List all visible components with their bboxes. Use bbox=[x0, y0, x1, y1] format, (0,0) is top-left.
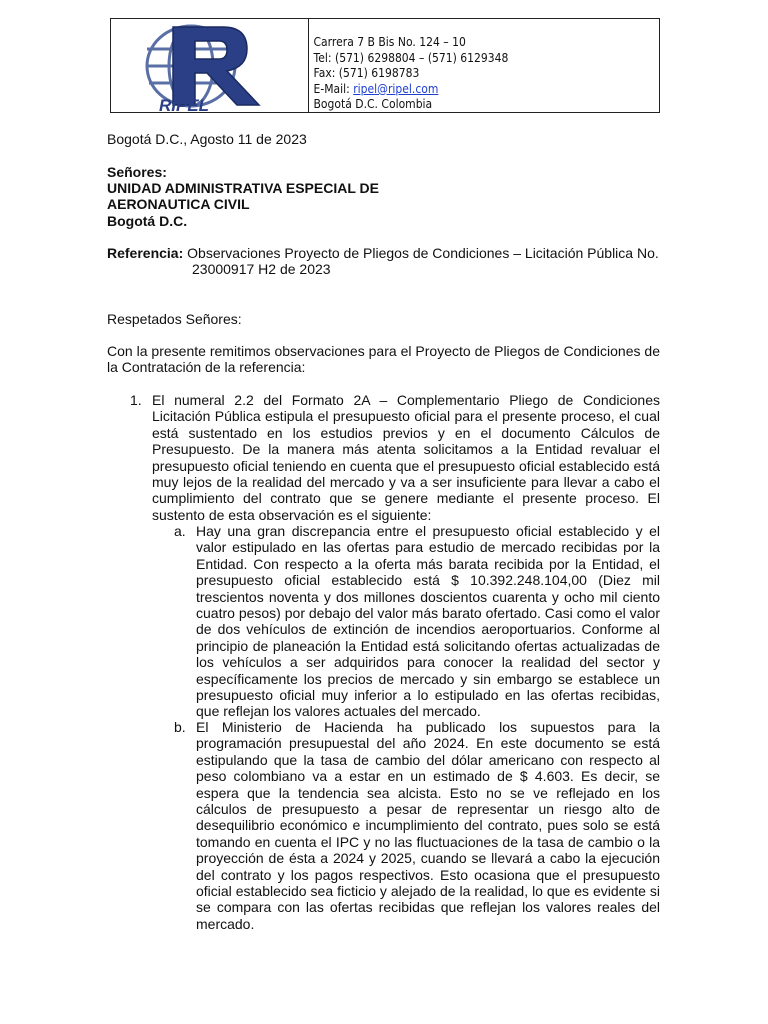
sub-list-mark: b. bbox=[174, 719, 186, 735]
sub-list-item bbox=[174, 719, 660, 932]
contact-info bbox=[309, 19, 624, 112]
list-number: 1. bbox=[130, 392, 142, 408]
sub-list-text: El Ministerio de Hacienda ha publicado los supuestos para la programación presupuestal del año 2024. En este documento se está estipulando que la tasa de cambio del dólar americano con respecto al peso colombiano va a estar en un estimado de $ 4.603. Es decir, se espera que la tendencia sea alcista. Esto no se ve reflejado en los cálculos de presupuesto a pesar de representar un riesgo alto de desequilibrio económico e incumplimiento del contrato, pues solo se está tomando en cuenta el IPC y no las fluctuaciones de la tasa de cambio o la proyección de ésta a 2024 y 2025, cuando se llevará a cabo la ejecución del contrato y los pagos respectivos. Esto ocasiona que el presupuesto oficial establecido sea ficticio y alejado de la realidad, lo que es evidente si se compara con las ofertas recibidas que reflejan los valores reales del mercado. bbox=[196, 719, 660, 932]
tel-line: Tel: (571) 6298804 – (571) 6129348 bbox=[313, 50, 509, 65]
greeting: Respetados Señores: bbox=[107, 311, 242, 327]
fax-line: Fax: (571) 6198783 bbox=[313, 66, 420, 81]
reference-text: Observaciones Proyecto de Pliegos de Condiciones – Licitación Pública No. bbox=[183, 245, 659, 261]
recipient-org-line2: AERONAUTICA CIVIL bbox=[107, 196, 250, 212]
intro-paragraph: Con la presente remitimos observaciones para el Proyecto de Pliegos de Condiciones de la Contratación de la referencia: bbox=[107, 343, 660, 376]
sub-list-text: Hay una gran discrepancia entre el presupuesto oficial establecido y el valor estipulado en las ofertas para estudio de mercado recibidas por la Entidad. Con respecto a la oferta más barata recibida por la Entidad, el presupuesto oficial establecido está $ 10.392.248.104,00 (Diez mil trescientos noventa y dos millones doscientos cuarenta y ocho mil ciento cuatro pesos) por debajo del valor más barato ofertado. Casi como el valor de dos vehículos de extinción de incendios aeroportuarios. Conforme al principio de planeación la Entidad está solicitando ofertas actualizadas de los vehículos a ser adquiridos para conocer la realidad del sector y específicamente los precios de mercado y sin embargo se establece un presupuesto oficial muy inferior a lo estipulado en las ofertas recibidas, que reflejan los valores actuales del mercado. bbox=[196, 523, 660, 720]
reference-label: Referencia: bbox=[107, 245, 184, 261]
logo-wordmark: RIPEL bbox=[159, 96, 210, 112]
address-line: Carrera 7 B Bis No. 124 – 10 bbox=[313, 35, 466, 49]
letter-date: Bogotá D.C., Agosto 11 de 2023 bbox=[107, 131, 307, 147]
recipient-org-line1: UNIDAD ADMINISTRATIVA ESPECIAL DE bbox=[107, 180, 379, 196]
email-link[interactable]: ripel@ripel.com bbox=[353, 81, 439, 96]
letterhead bbox=[110, 18, 660, 113]
list-item-text: El numeral 2.2 del Formato 2A – Complementario Pliego de Condiciones Licitación Pública estipula el presupuesto oficial para el presente proceso, el cual está sustentado en los estudios previos y en el documento Cálculos de Presupuesto. De la manera más atenta solicitamos a la Entidad revaluar el presupuesto oficial teniendo en cuenta que el presupuesto oficial establecido está muy lejos de la realidad del mercado y va a ser insuficiente para llevar a cabo el cumplimiento del contrato que se genere mediante el presente proceso. El sustento de esta observación es el siguiente: bbox=[152, 392, 660, 523]
reference-line1 bbox=[107, 245, 659, 261]
email-label: E-Mail: bbox=[313, 81, 354, 96]
email-line bbox=[314, 82, 625, 98]
sub-list-mark: a. bbox=[174, 523, 186, 539]
ripel-logo bbox=[111, 19, 309, 112]
salutation-line: Señores: bbox=[107, 164, 167, 180]
globe-logo-icon bbox=[111, 19, 308, 112]
sub-list-item bbox=[174, 523, 660, 720]
reference-line2: 23000917 H2 de 2023 bbox=[192, 261, 331, 277]
recipient-city: Bogotá D.C. bbox=[107, 213, 188, 229]
city-line: Bogotá D.C. Colombia bbox=[313, 97, 433, 112]
